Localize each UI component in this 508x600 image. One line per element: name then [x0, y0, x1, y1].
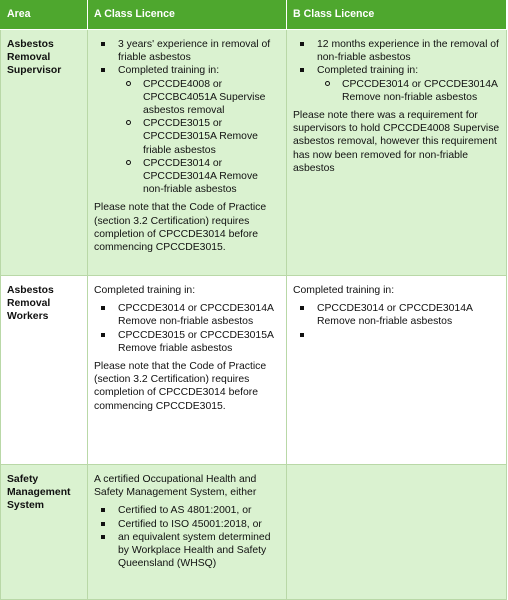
- header-row: [1, 1, 507, 30]
- header-b-class: B Class Licence: [287, 1, 507, 30]
- a-class-supervisor-list: [94, 38, 280, 196]
- sub-list-item: CPCCDE4008 or CPCCBC4051A Supervise asbestos removal: [143, 78, 280, 118]
- list-item-label: Completed training in:: [317, 65, 419, 77]
- a-class-workers-lead: Completed training in:: [94, 285, 196, 296]
- list-item: [118, 64, 280, 196]
- area-cell-safety-management: Safety Management System: [1, 465, 88, 600]
- b-class-cell-workers: [287, 276, 507, 465]
- sub-list-item: CPCCDE3014 or CPCCDE3014A Remove non-friable asbestos: [342, 78, 500, 104]
- area-cell-workers: Asbestos Removal Workers: [1, 276, 88, 465]
- list-item: CPCCDE3015 or CPCCDE3015A Remove friable asbestos: [118, 329, 280, 355]
- a-class-supervisor-note: Please note that the Code of Practice (section 3.2 Certification) requires completion of CPCCDE3014 before commencing CPCCDE3015.: [94, 202, 267, 254]
- sub-list-item: CPCCDE3014 or CPCCDE3014A Remove non-friable asbestos: [143, 157, 280, 197]
- a-class-workers-list: [94, 302, 280, 355]
- table-row-safety-management: [1, 465, 507, 600]
- list-item: Certified to ISO 45001:2018, or: [118, 518, 280, 531]
- list-item: 12 months experience in the removal of non-friable asbestos: [317, 39, 499, 64]
- sub-list-item: CPCCDE3015 or CPCCDE3015A Remove friable asbestos: [143, 117, 280, 157]
- b-class-cell-supervisor: [287, 30, 507, 276]
- a-class-supervisor-sublist: [118, 78, 280, 197]
- header-a-class: A Class Licence: [88, 1, 287, 30]
- table-header: [1, 1, 507, 30]
- a-class-cell-workers: [88, 276, 287, 465]
- list-item: CPCCDE3014 or CPCCDE3014A Remove non-friable asbestos: [317, 302, 500, 328]
- a-class-safety-list: [94, 504, 280, 570]
- a-class-cell-safety-management: [88, 465, 287, 600]
- area-cell-supervisor: Asbestos Removal Supervisor: [1, 30, 88, 276]
- a-class-workers-note: Please note that the Code of Practice (section 3.2 Certification) requires completion of CPCCDE3014 before commencing CPCCDE3015.: [94, 361, 267, 412]
- b-class-supervisor-sublist: [317, 78, 500, 104]
- list-item-empty: [317, 329, 500, 342]
- b-class-cell-safety-management: [287, 465, 507, 600]
- a-class-safety-lead: A certified Occupational Health and Safety Management System, either: [94, 474, 257, 499]
- list-item: CPCCDE3014 or CPCCDE3014A Remove non-friable asbestos: [118, 302, 280, 328]
- header-area: Area: [1, 1, 88, 30]
- a-class-cell-supervisor: [88, 30, 287, 276]
- b-class-workers-lead: Completed training in:: [293, 285, 395, 296]
- list-item: an equivalent system determined by Workplace Health and Safety Queensland (WHSQ): [118, 531, 280, 571]
- table-row-workers: [1, 276, 507, 465]
- list-item: [317, 64, 500, 104]
- table-row-supervisor: [1, 30, 507, 276]
- list-item: Certified to AS 4801:2001, or: [118, 504, 280, 517]
- list-item: 3 years' experience in removal of friable asbestos: [118, 38, 280, 64]
- list-item-label: Completed training in:: [118, 65, 220, 77]
- b-class-workers-list: [293, 302, 500, 341]
- b-class-supervisor-list: [293, 38, 500, 104]
- b-class-supervisor-note: Please note there was a requirement for supervisors to hold CPCCDE4008 Supervise asbestos removal, however this requirement has now been removed for non-friable asbestos: [293, 110, 500, 174]
